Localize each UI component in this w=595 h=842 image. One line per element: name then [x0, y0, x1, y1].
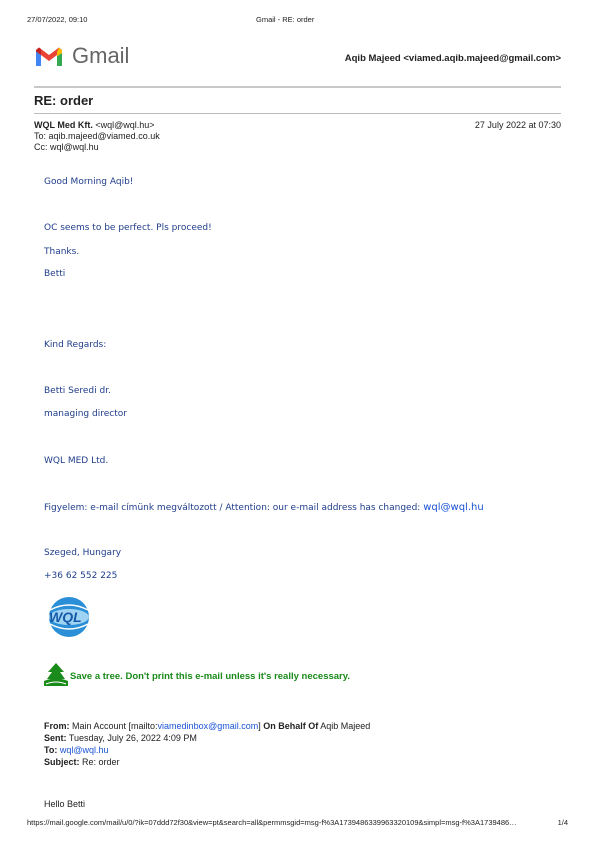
body-line1: OC seems to be perfect. Pls proceed!: [44, 223, 212, 233]
signature-name: Betti Seredi dr.: [44, 386, 111, 396]
quoted-behalf-value: Aqib Majeed: [318, 721, 371, 731]
signature-phone: +36 62 552 225: [44, 571, 118, 581]
print-footer-url: https://mail.google.com/mail/u/0/?ik=07ddd72f30&view=pt&search=all&permmsgid=msg-f%3A1739486339963320109&simpl=msg-f%3A1739486…: [27, 818, 517, 827]
quoted-to-link[interactable]: wql@wql.hu: [59, 745, 109, 755]
print-page-title: Gmail - RE: order: [256, 15, 315, 24]
quoted-sent-label: Sent:: [44, 733, 67, 743]
body-name: Betti: [44, 269, 66, 279]
attention-text: Figyelem: e-mail címünk megváltozott / Attention: our e-mail address has changed:: [44, 503, 424, 513]
gmail-logo-text: Gmail: [72, 43, 130, 68]
quoted-subject-line: [44, 757, 120, 767]
quoted-to-label: To:: [44, 745, 58, 755]
signature-company: WQL MED Ltd.: [44, 456, 109, 466]
attention-line: [44, 502, 484, 513]
subject-divider: [34, 113, 561, 114]
gmail-m-icon: [34, 44, 64, 68]
print-footer-page: 1/4: [557, 818, 568, 827]
quoted-from-label: From:: [44, 721, 70, 731]
quoted-subject-label: Subject:: [44, 757, 80, 767]
cc-line: Cc: wql@wql.hu: [34, 142, 99, 152]
print-datetime: 27/07/2022, 09:10: [27, 15, 88, 24]
quoted-sent-value: Tuesday, July 26, 2022 4:09 PM: [66, 733, 197, 743]
wql-logo-text: WQL: [49, 609, 82, 625]
attention-email-link[interactable]: wql@wql.hu: [423, 502, 484, 513]
sender-name: WQL Med Kft.: [34, 120, 93, 130]
sender-line: [34, 120, 155, 130]
tree-note: Save a tree. Don't print this e-mail unless it's really necessary.: [70, 671, 350, 682]
quoted-to-line: [44, 745, 109, 755]
quoted-behalf-label: On Behalf Of: [263, 721, 319, 731]
signature-location: Szeged, Hungary: [44, 548, 122, 558]
email-subject: RE: order: [34, 93, 94, 108]
gmail-logo[interactable]: [34, 44, 64, 73]
quoted-subject-value: Re: order: [79, 757, 120, 767]
wql-logo: [46, 596, 92, 638]
quoted-sent-line: [44, 733, 197, 743]
body-thanks: Thanks.: [44, 247, 80, 257]
account-email: Aqib Majeed <viamed.aqib.majeed@gmail.com>: [344, 53, 561, 64]
quoted-from-value: Main Account [mailto:: [69, 721, 158, 731]
quoted-from-close: ]: [258, 721, 264, 731]
body-regards: Kind Regards:: [44, 340, 107, 350]
sender-email: <wql@wql.hu>: [95, 120, 155, 130]
header-divider: [34, 86, 561, 88]
quoted-from-line: [44, 721, 370, 731]
to-line: To: aqib.majeed@viamed.co.uk: [34, 131, 160, 141]
signature-title: managing director: [44, 409, 127, 419]
tree-icon: [44, 662, 68, 691]
email-date: 27 July 2022 at 07:30: [474, 120, 561, 130]
quoted-greeting: Hello Betti: [44, 799, 86, 809]
tree-svg-icon: [44, 662, 68, 686]
quoted-from-link[interactable]: viamedinbox@gmail.com: [157, 721, 259, 731]
body-greeting: Good Morning Aqib!: [44, 177, 134, 187]
